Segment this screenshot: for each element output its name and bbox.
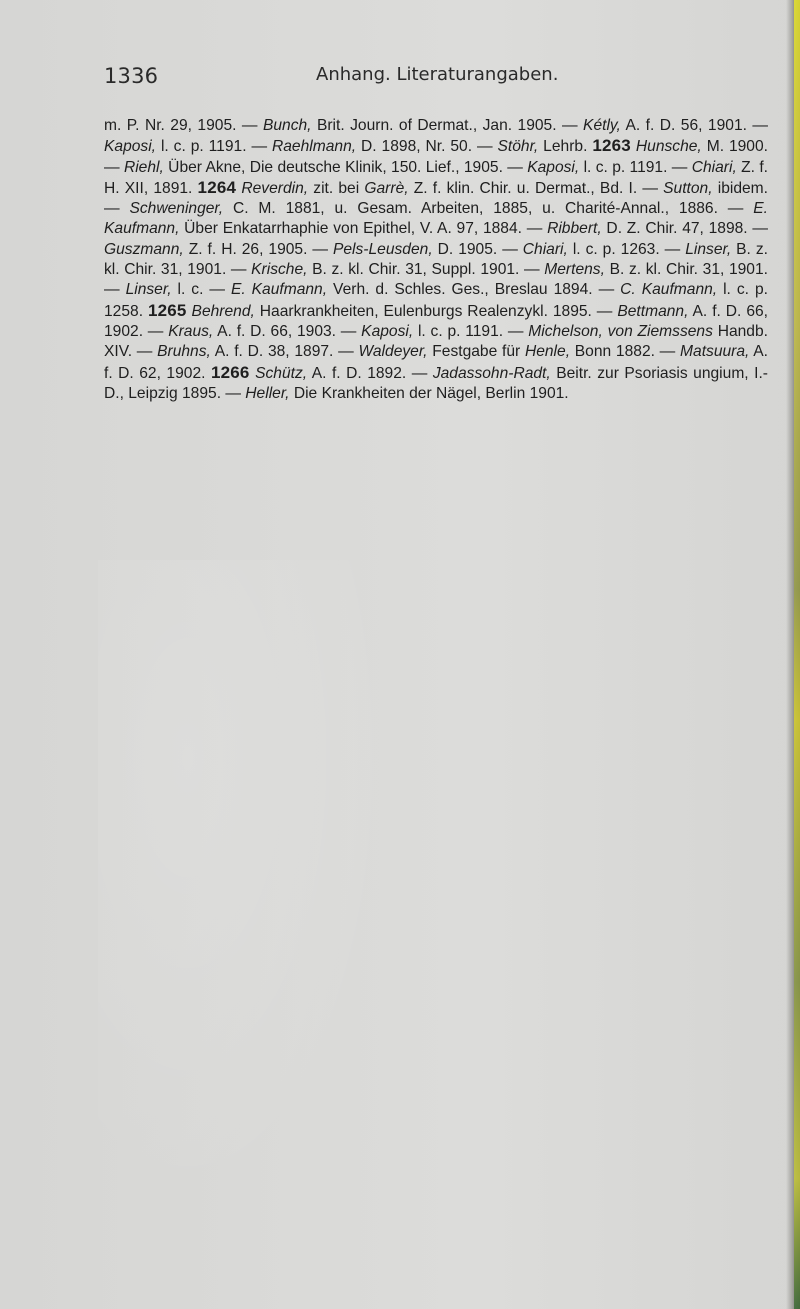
ref-author: Stöhr,	[497, 138, 539, 156]
ref-text: D. 1898, Nr. 50. —	[356, 138, 498, 156]
ref-text: Z. f. H. 26, 1905. —	[183, 240, 333, 258]
ref-author: Matsuura,	[680, 343, 750, 361]
ref-text: Handb. XIV. —	[104, 322, 768, 361]
ref-author: Raehlmann,	[272, 138, 357, 156]
ref-author: Linser,	[125, 281, 172, 299]
ref-text: B. z. kl. Chir. 31, 1901. —	[104, 240, 768, 279]
ref-text: A. f. D. 66, 1902. —	[104, 302, 769, 340]
ref-author: Chiari,	[691, 158, 737, 176]
page-edge-binding	[786, 0, 800, 1309]
ref-text: Z. f. klin. Chir. u. Dermat., Bd. I. —	[408, 179, 664, 197]
ref-author: von Ziemssens	[607, 322, 713, 340]
ref-text: A. f. D. 62, 1902.	[104, 343, 768, 382]
ref-text: l. c. p. 1191. —	[156, 138, 272, 156]
ref-author: Waldeyer,	[358, 343, 428, 361]
references-paragraph	[104, 116, 768, 404]
ref-text: l. c. p. 1263. —	[567, 240, 686, 258]
ref-author: Ribbert,	[547, 220, 602, 238]
ref-text: l. c. p. 1191. —	[579, 158, 692, 176]
ref-text: m. P. Nr. 29, 1905. —	[104, 117, 263, 134]
ref-author: Henle,	[524, 343, 571, 361]
ref-author: Pels-Leusden,	[332, 240, 433, 258]
ref-author: Kaposi,	[527, 158, 580, 176]
page-number: 1336	[104, 64, 159, 88]
ref-author: Krische,	[251, 261, 308, 279]
ref-author: Garrè,	[364, 179, 409, 197]
ref-text: D. 1905. —	[432, 240, 523, 258]
ref-author: Mertens,	[544, 261, 605, 279]
ref-author: Bruhns,	[157, 343, 211, 361]
ref-text: l. c. p. 1258.	[104, 281, 768, 320]
ref-text: Z. f. H. XII, 1891.	[104, 158, 769, 197]
ref-author: Schweninger,	[129, 200, 224, 218]
ref-author: Guszmann,	[104, 240, 184, 258]
ref-author: E. Kaufmann,	[230, 281, 328, 299]
ref-text: l. c. p. 1191. —	[413, 322, 529, 340]
ref-text: Festgabe für	[427, 343, 525, 361]
ref-author: E. Kaufmann,	[104, 200, 768, 238]
ref-text: A. f. D. 66, 1903. —	[213, 322, 362, 340]
ref-text: Brit. Journ. of Dermat., Jan. 1905. —	[311, 117, 584, 134]
ref-author: Kaposi,	[361, 322, 414, 340]
ref-text: Die Krankheiten der Nägel, Berlin 1901.	[289, 384, 569, 402]
ref-text: Verh. d. Schles. Ges., Breslau 1894. —	[327, 281, 621, 299]
ref-text: Bonn 1882. —	[570, 343, 681, 361]
reference-number: 1263	[592, 136, 631, 156]
ref-author: Jadassohn-Radt,	[432, 364, 551, 382]
ref-text: B. z. kl. Chir. 31, 1901. —	[104, 261, 768, 299]
ref-author: Schütz,	[255, 364, 308, 382]
reference-number: 1266	[210, 362, 250, 382]
ref-text: Lehrb.	[538, 138, 593, 156]
ref-author: Sutton,	[663, 179, 713, 197]
ref-text: zit. bei	[308, 179, 365, 197]
ref-author: Behrend,	[191, 302, 255, 320]
ref-text: M. 1900. —	[104, 138, 768, 176]
ref-author: Kétly,	[583, 117, 621, 134]
running-title: Anhang. Literaturangaben.	[316, 64, 559, 85]
ref-author: Heller,	[245, 384, 290, 402]
ref-author: Chiari,	[522, 240, 568, 258]
ref-author: Bunch,	[262, 117, 312, 134]
ref-text: B. z. kl. Chir. 31, Suppl. 1901. —	[307, 261, 545, 279]
ref-author: Riehl,	[123, 158, 164, 176]
ref-author: Kaposi,	[104, 138, 157, 156]
ref-text: Haarkrankheiten, Eulenburgs Realenzykl. 1895. —	[254, 302, 618, 320]
ref-author: Bettmann,	[617, 302, 689, 320]
ref-text: Über Enkatarrhaphie von Epithel, V. A. 97, 1884. —	[179, 220, 548, 238]
reference-number: 1265	[147, 300, 187, 320]
ref-author: Reverdin,	[241, 179, 309, 197]
ref-author: Hunsche,	[635, 138, 702, 156]
ref-text: C. M. 1881, u. Gesam. Arbeiten, 1885, u. Charité-Annal., 1886. —	[223, 200, 754, 218]
ref-author: Linser,	[685, 240, 732, 258]
page-header	[104, 64, 740, 94]
ref-text: A. f. D. 1892. —	[307, 364, 433, 382]
ref-text: A. f. D. 56, 1901. —	[620, 117, 768, 134]
ref-text: A. f. D. 38, 1897. —	[210, 343, 359, 361]
ref-author: C. Kaufmann,	[620, 281, 718, 299]
ref-author: Michelson,	[528, 322, 603, 340]
ref-text: Über Akne, Die deutsche Klinik, 150. Lief., 1905. —	[163, 158, 528, 176]
paper-smudge	[98, 560, 398, 1220]
ref-text: D. Z. Chir. 47, 1898. —	[601, 220, 768, 238]
ref-author: Kraus,	[168, 322, 214, 340]
reference-number: 1264	[197, 177, 237, 197]
ref-text: Beitr. zur Psoriasis ungium, I.-D., Leipzig 1895. —	[104, 364, 768, 402]
ref-text: l. c. —	[171, 281, 231, 299]
ref-text: ibidem. —	[104, 179, 768, 218]
